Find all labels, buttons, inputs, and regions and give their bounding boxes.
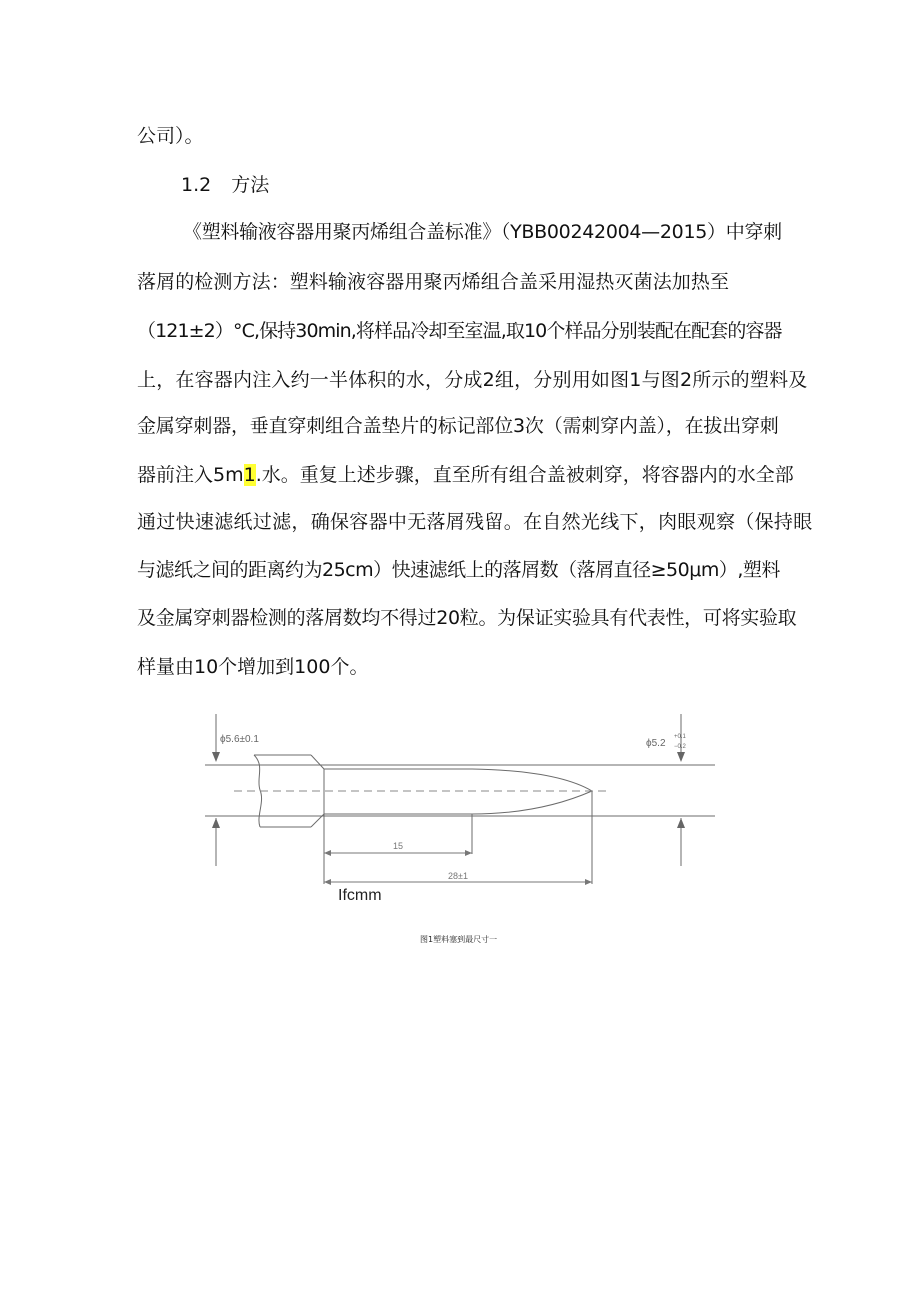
dim-arrow-15-right xyxy=(465,850,472,856)
dim-arrow-28-right xyxy=(585,879,592,885)
paragraph-line-4: 落屑的检测方法：塑料输液容器用聚丙烯组合盖采用湿热灭菌法加热至 xyxy=(137,271,730,293)
paragraph-line-7: 金属穿刺器，垂直穿刺组合盖垫片的标记部位3次（需刺穿内盖），在拔出穿刺 xyxy=(137,415,779,437)
paragraph-line-8-end: .水。重复上述步骤，直至所有组合盖被刺穿，将容器内的水全部 xyxy=(255,464,794,486)
section-number: 1.2 xyxy=(181,174,212,196)
plastic-spike-drawing xyxy=(200,706,720,890)
paragraph-line-6: 上，在容器内注入约一半体积的水，分成2组，分别用如图1与图2所示的塑料及 xyxy=(137,369,808,391)
section-heading xyxy=(181,173,269,197)
dim-total-length: 28±1 xyxy=(448,871,468,881)
dim-right-diameter: ϕ5.2 xyxy=(646,738,666,749)
paragraph-line-11: 及金属穿刺器检测的落屑数均不得过20粒。为保证实验具有代表性，可将实验取 xyxy=(137,607,797,629)
bevel-top xyxy=(472,769,592,791)
bevel-bottom xyxy=(472,791,592,814)
arrow-right-up xyxy=(677,818,685,828)
arrow-left-up xyxy=(212,818,220,828)
paragraph-line-3: 《塑料输液容器用聚丙烯组合盖标准》（YBB00242004—2015）中穿刺 xyxy=(183,221,782,243)
paragraph-line-10: 与滤纸之间的距离约为25cm）快速滤纸上的落屑数（落屑直径≥50μm）,塑料 xyxy=(137,559,780,581)
dim-left-diameter: ϕ5.6±0.1 xyxy=(220,734,259,745)
dim-arrow-28-left xyxy=(324,879,331,885)
collar-chamfer-top xyxy=(311,755,324,769)
dim-right-tol-lower: −0.2 xyxy=(674,744,686,750)
arrow-left-down xyxy=(212,752,220,762)
dim-right-tol-upper: +0.1 xyxy=(674,734,686,740)
unit-label: Ifcmm xyxy=(338,887,382,904)
paragraph-line-9: 通过快速滤纸过滤，确保容器中无落屑残留。在自然光线下，肉眼观察（保持眼 xyxy=(137,511,813,533)
paragraph-line-12: 样量由10个增加到100个。 xyxy=(137,656,369,678)
arrow-right-down xyxy=(677,752,685,762)
paragraph-line-8-start: 器前注入5m xyxy=(137,464,244,486)
figure-caption: 图1塑料塞到最尺寸一 xyxy=(420,935,498,944)
highlighted-char: 1 xyxy=(243,464,256,486)
dim-tip-length: 15 xyxy=(393,841,404,851)
section-title: 方法 xyxy=(231,174,270,196)
dim-arrow-15-left xyxy=(324,850,331,856)
paragraph-line-8 xyxy=(137,463,794,487)
paragraph-line-5: （121±2）°C,保持30min,将样品冷却至室温,取10个样品分别装配在配套的容器 xyxy=(137,320,782,342)
paragraph-line-1: 公司）。 xyxy=(137,125,204,147)
